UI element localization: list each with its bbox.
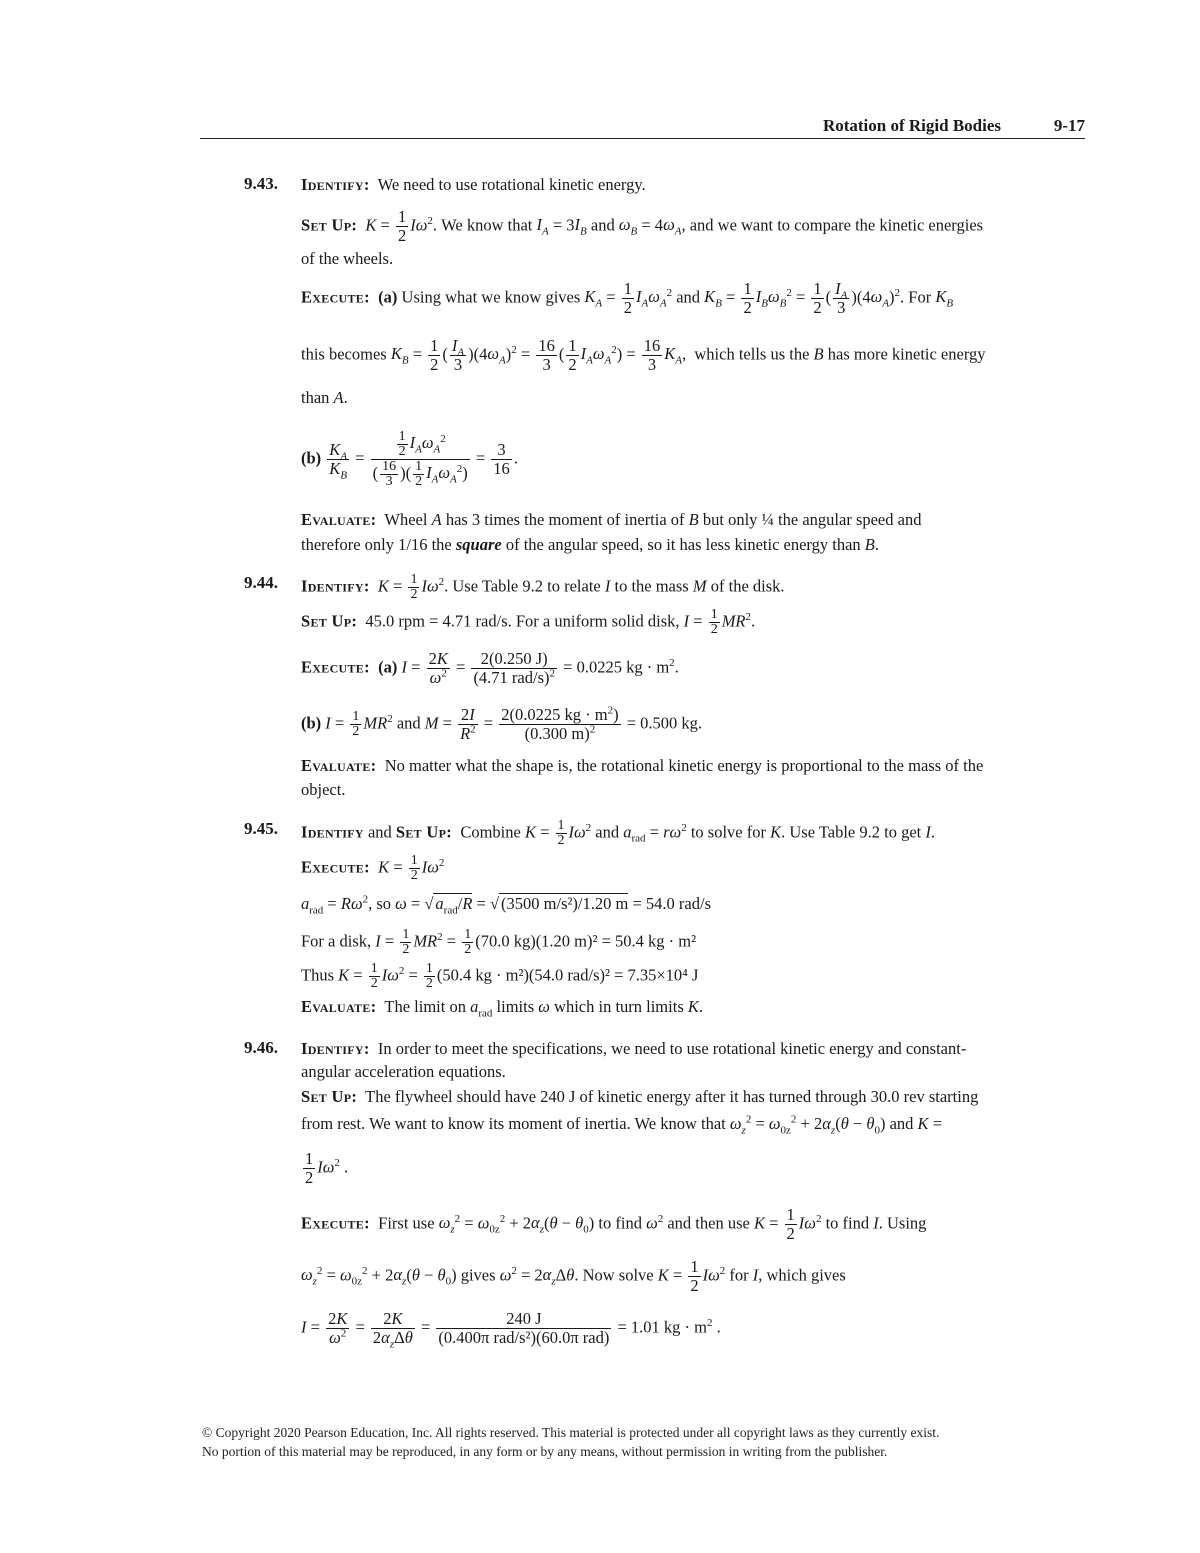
problem-943-setup: Set Up: K = $\frac{1}{2}$ $I\omega^2$. We know that $I_A = 3I_B$ and $\omega_B = 4\omega_A$, and we want to compare the kinetic energies [301, 207, 984, 245]
problem-946-setup-formula: $\frac{1}{2}$ $I\omega^2$ . [305, 1149, 349, 1187]
problem-943-evaluate: Evaluate: Wheel A has 3 times the moment of inertia of B but only ¼ the angular speed and [301, 510, 922, 529]
problem-946-identify: Identify: In order to meet the specifications, we need to use rotational kinetic energy and constant- [301, 1039, 967, 1058]
problem-943-execute-a: Execute: (a) Using what we know gives $K_A$ = $\frac{1}{2}$ $I_A\omega_A^2$ and $K_B$ = $\frac{1}{2}$ $I_B\omega_B^2$ = $\frac{1}{2}$ ( $\frac{I_A}{3}$ )$(4\omega_A)^2$. For $K_B$ [301, 279, 954, 317]
problem-946-identify-cont: angular acceleration equations. [301, 1062, 506, 1081]
problem-946-setup: Set Up: The flywheel should have 240 J of kinetic energy after it has turned through 30.0 rev starting [301, 1087, 979, 1106]
problem-944-setup: Set Up: 45.0 rpm = 4.71 rad/s. For a uniform solid disk, I = $\frac{1}{2}$ $MR^2$. [301, 607, 756, 637]
problem-number: 9.44. [244, 573, 278, 592]
problem-946-execute-cont: $\omega_z^2 = \omega_{0z}^2 + 2\alpha_z(\theta - \theta_0)$ gives $\omega^2 = 2\alpha_z\Delta\theta$. Now solve K = $\frac{1}{2}$ $I\omega^2$ for I, which gives [301, 1257, 846, 1295]
problem-number: 9.46. [244, 1038, 278, 1057]
problem-943-execute-b: (b) $\frac{K_A}{K_B}$ = $\frac{1}{2}$ $I_A\omega_A^2$ ( $\frac{16}{3}$ )( $\frac{1}{2}$ $I_A\omega_A^2$) = $\frac{3}{16}$ . [301, 429, 518, 489]
problem-943-setup-cont: of the wheels. [301, 249, 394, 268]
problem-945-evaluate: Evaluate: The limit on $a_{rad}$ limits ω which in turn limits K. [301, 997, 704, 1020]
problem-944-execute-a: Execute: (a) I = $\frac{2K}{\omega^2}$ = $\frac{2(0.250 J)}{(4.71 rad/s)^2}$ = 0.0225 kg · $m^2$. [301, 649, 679, 687]
problem-946-execute-result: I = $\frac{2K}{\omega^2}$ = $\frac{2K}{2\alpha_z\Delta\theta}$ = $\frac{240 J}{\text{(0.400π rad/s²)(60.0π rad)}}$ = 1.01 kg · $m^2$ . [301, 1309, 721, 1351]
chapter-title: Rotation of Rigid Bodies [822, 116, 1001, 135]
problem-946-execute: Execute: First use $\omega_z^2 = \omega_{0z}^2 + 2\alpha_z(\theta - \theta_0)$ to find $\omega^2$ and then use K = $\frac{1}{2}$ $I\omega^2$ to find I. Using [301, 1205, 927, 1243]
page-number: 9-17 [1053, 116, 1085, 135]
problem-number: 9.43. [244, 174, 278, 193]
copyright-footer [202, 1423, 1087, 1461]
problem-944-evaluate-cont: object. [301, 780, 346, 799]
problem-number: 9.45. [244, 819, 278, 838]
problem-945-line-2: For a disk, I = $\frac{1}{2}$ $MR^2$ = $\frac{1}{2}$ (70.0 kg)(1.20 m)² = 50.4 kg · m² [301, 927, 697, 957]
copyright-line-1: © Copyright 2020 Pearson Education, Inc. All rights reserved. This material is protected under all copyright laws as they currently exist. [202, 1425, 940, 1440]
problem-943-identify: Identify: We need to use rotational kinetic energy. [301, 175, 646, 194]
problem-946-setup-cont: from rest. We want to know its moment of inertia. We know that $\omega_z^2 = \omega_{0z}^2 + 2\alpha_z(\theta - \theta_0)$ and K = [301, 1113, 942, 1137]
problem-945-identify-setup: Identify and Set Up: Combine K = $\frac{1}{2}$ $I\omega^2$ and $a_{rad} = r\omega^2$ to solve for K. Use Table 9.2 to get I. [301, 818, 935, 848]
copyright-line-2: No portion of this material may be reproduced, in any form or by any means, without permission in writing from the publisher. [202, 1444, 888, 1459]
problem-943-evaluate-cont: therefore only 1/16 the square of the angular speed, so it has less kinetic energy than B. [301, 535, 879, 554]
problem-944-execute-b: (b) I = $\frac{1}{2}$ $MR^2$ and M = $\frac{2I}{R^2}$ = $\frac{2(0.0225 kg \cdot m^2)}{(0.300 m)^2}$ = 0.500 kg. [301, 704, 702, 743]
problem-945-line-3: Thus K = $\frac{1}{2}$ $I\omega^2$ = $\frac{1}{2}$ (50.4 kg · m²)(54.0 rad/s)² = 7.35×10⁴ J [301, 961, 699, 991]
problem-944-evaluate: Evaluate: No matter what the shape is, the rotational kinetic energy is proportional to the mass of the [301, 756, 984, 775]
problem-943-execute-a-cont: this becomes $K_B$ = $\frac{1}{2}$ ( $\frac{I_A}{3}$ )$(4\omega_A)^2$ = $\frac{16}{3}$ ( $\frac{1}{2}$ $I_A\omega_A^2$) = $\frac{16}{3}$ $K_A$, which tells us the B has more kinetic energy [301, 336, 986, 374]
page-header [200, 114, 1085, 139]
problem-945-execute: Execute: K = $\frac{1}{2}$ $I\omega^2$ [301, 853, 445, 883]
problem-943-execute-a-end: than A. [301, 388, 348, 407]
problem-945-line-1: $a_{rad} = R\omega^2$, so ω = √ $a_{rad}/R$ = √ (3500 m/s²)/1.20 m = 54.0 rad/s [301, 893, 711, 917]
problem-944-identify: Identify: K = $\frac{1}{2}$ $I\omega^2$. Use Table 9.2 to relate I to the mass M of the disk. [301, 572, 785, 602]
